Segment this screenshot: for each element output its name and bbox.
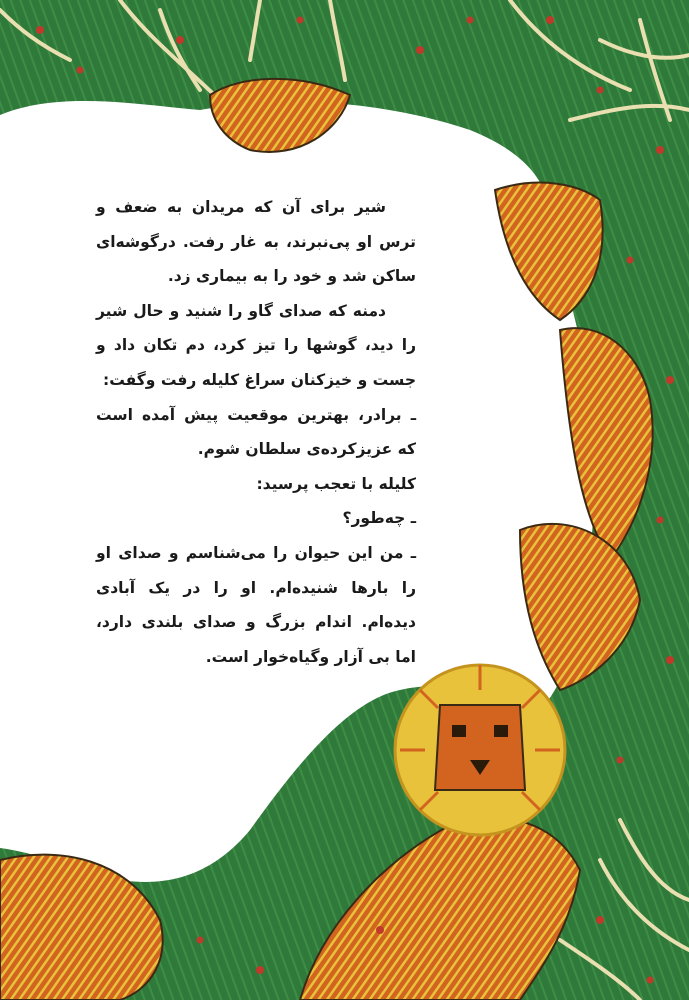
- story-text: [96, 190, 416, 674]
- story-paragraph-1: شیر برای آن که مریدان به ضعف و ترس او پی‌نبرند، به غار رفت. درگوشه‌ای ساکن شد و خود را به بیماری زد.: [96, 198, 416, 286]
- lion-head: [395, 665, 565, 835]
- story-paragraph-6: ـ من این حیوان را می‌شناسم و صدای او را بارها شنیده‌ام. او را در یک آبادی دیده‌ام. اندام بزرگ و صدای بلندی دارد، اما بی آزار وگیاه‌خوار است.: [96, 543, 416, 666]
- story-paragraph-4: کلیله با تعجب پرسید:: [256, 474, 416, 493]
- story-paragraph-2: دمنه که صدای گاو را شنید و حال شیر را دید، گوشها را تیز کرد، دم تکان داد و جست و خیزکنان سراغ کلیله رفت وگفت:: [96, 301, 416, 389]
- story-paragraph-5: ـ چه‌طور؟: [342, 509, 416, 528]
- story-paragraph-3: ـ برادر، بهترین موقعیت پیش آمده است که عزیزکرده‌ی سلطان شوم.: [96, 405, 416, 459]
